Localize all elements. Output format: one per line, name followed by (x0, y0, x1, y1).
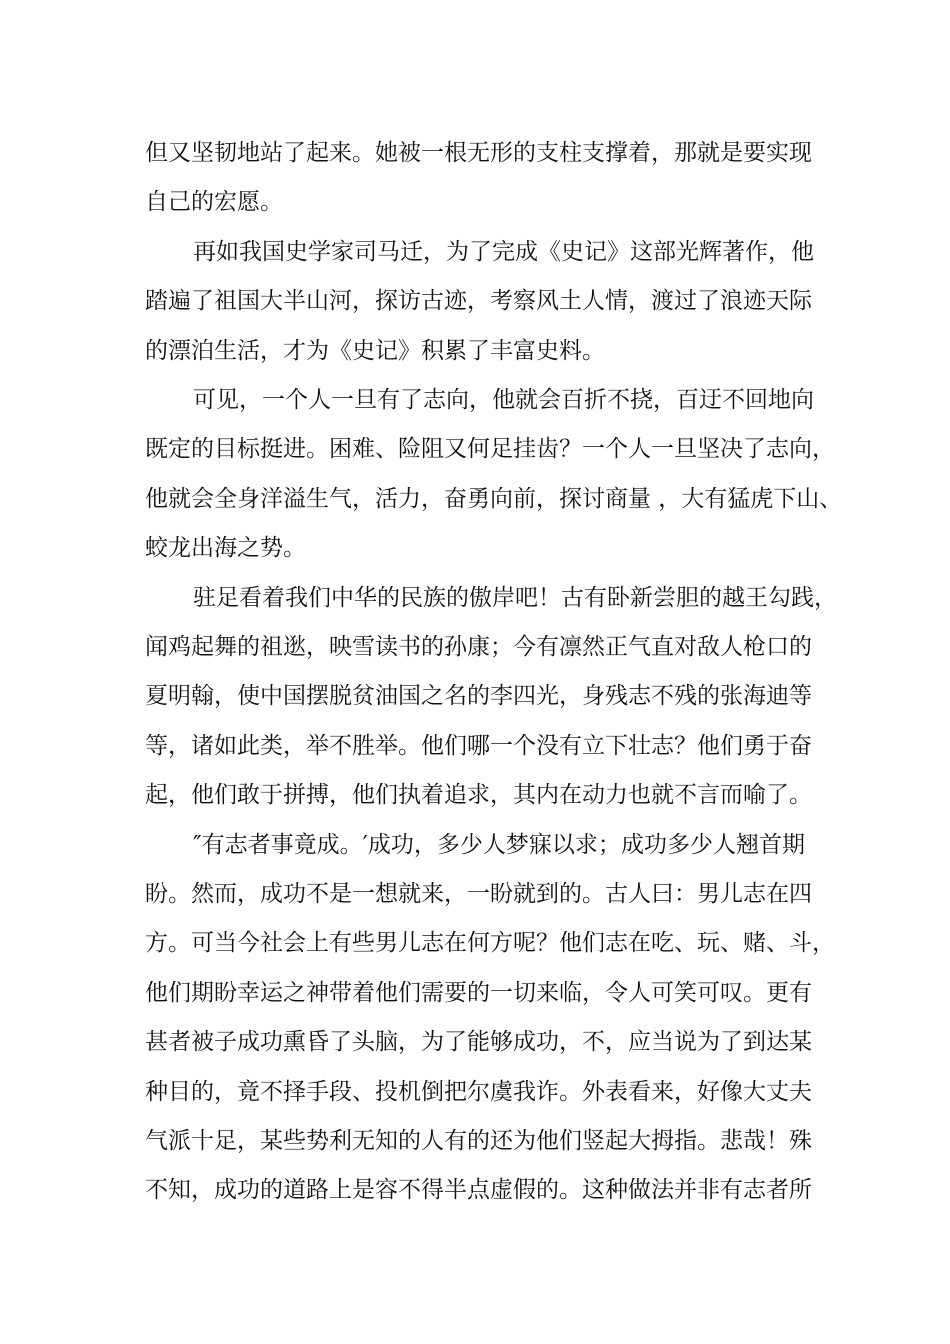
text-line: 甚者被子成功熏昏了头脑，为了能够成功，不，应当说为了到达某 (145, 1029, 812, 1056)
text-line: 可见，一个人一旦有了志向，他就会百折不挠，百迂不回地向 (193, 387, 814, 413)
text-line: 驻足看着我们中华的民族的傲岸吧！古有卧新尝胆的越王勾践， (193, 584, 837, 611)
text-line: 蛟龙出海之势。 (145, 535, 306, 562)
text-line: 等，诸如此类，举不胜举。他们哪一个没有立下壮志？他们勇于奋 (145, 732, 812, 759)
text-line: ″有志者事竟成。′成功，多少人梦寐以求；成功多少人翘首期 (193, 831, 805, 858)
text-line: 自己的宏愿。 (145, 189, 283, 216)
text-line: 踏遍了祖国大半山河，探访古迹，考察风土人情，渡过了浪迹天际 (145, 288, 812, 315)
text-line: 方。可当今社会上有些男儿志在何方呢？他们志在吃、玩、赌、斗， (145, 930, 835, 957)
text-line: 的漂泊生活，才为《史记》积累了丰富史料。 (145, 337, 605, 364)
text-line: 气派十足，某些势利无知的人有的还为他们竖起大拇指。悲哉！殊 (145, 1128, 812, 1154)
text-line: 不知，成功的道路上是容不得半点虚假的。这种做法并非有志者所 (145, 1177, 812, 1204)
text-line: 但又坚韧地站了起来。她被一根无形的支柱支撑着，那就是要实现 (145, 140, 812, 166)
text-line: 既定的目标挺进。困难、险阻又何足挂齿？一个人一旦坚决了志向， (145, 436, 835, 463)
text-line: 起，他们敢于拼搏，他们执着追求，其内在动力也就不言而喻了。 (145, 782, 812, 809)
text-line: 他们期盼幸运之神带着他们需要的一切来临，令人可笑可叹。更有 (145, 979, 812, 1006)
text-line: 他就会全身洋溢生气，活力，奋勇向前，探讨商量 ，大有猛虎下山、 (145, 485, 843, 512)
text-line: 盼。然而，成功不是一想就来，一盼就到的。古人曰：男儿志在四 (145, 881, 812, 907)
text-line: 种目的，竟不择手段、投机倒把尔虞我诈。外表看来，好像大丈夫 (145, 1078, 812, 1105)
text-line: 再如我国史学家司马迁，为了完成《史记》这部光辉著作，他 (193, 238, 814, 265)
text-line: 夏明翰，使中国摆脱贫油国之名的李四光，身残志不残的张海迪等 (145, 683, 812, 710)
text-line: 闻鸡起舞的祖逖，映雪读书的孙康；今有凛然正气直对敌人枪口的 (145, 634, 812, 660)
